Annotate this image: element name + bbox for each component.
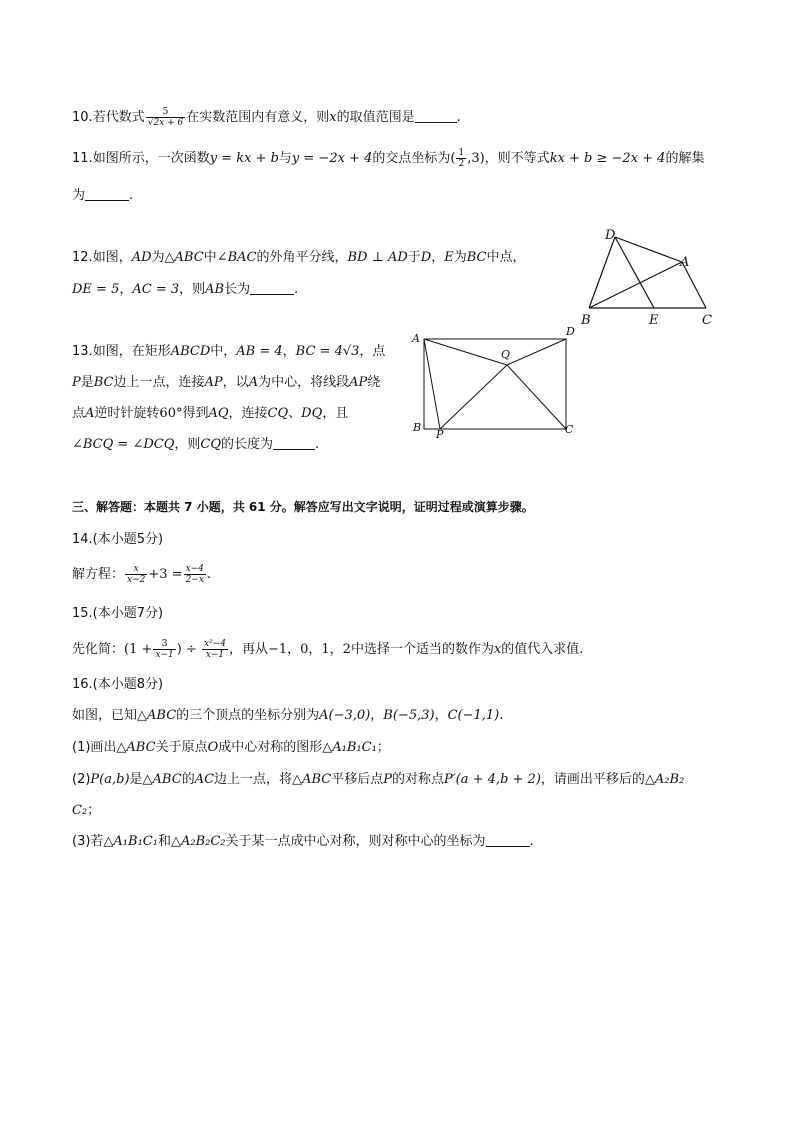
fraction: $\frac{x}{x-2}$ [127,564,146,585]
label-d: D [566,325,575,338]
question-16-part2-cont: C₂； [72,803,101,818]
label-c: C [702,313,712,328]
fraction: $\frac{\text{x²−4}}{x-1}$ [203,639,226,660]
question-14: 解方程： $\frac{x}{x-2}$ +3 = $\frac{x-4}{2-x}$ . [72,564,212,585]
question-14-head: 14.(本小题5分) [72,532,164,547]
fraction: $\frac{1}{2}$ [458,148,465,169]
segment-pq [440,365,507,429]
question-13-line4: ∠BCQ = ∠DCQ，则CQ的长度为 . [72,437,320,452]
question-13: 13.如图，在矩形ABCD中，AB = 4，BC = 4√3，点 [72,344,386,359]
segment-cq [507,365,566,429]
label-e: E [649,313,659,328]
question-11-cont: 为 . [72,188,134,203]
question-16-part2: (2)P(a,b)是△ABC的AC边上一点，将△ABC平移后点P的对称点P′(a + 4,b + 2)，请画出平移后的△A₂B₂ [72,772,685,787]
question-13-line2: P是BC边上一点，连接AP，以A为中心，将线段AP绕 [72,375,381,390]
answer-blank[interactable] [273,435,315,450]
segment-ap [424,339,440,429]
segment-aq [424,339,507,365]
answer-blank[interactable] [415,108,457,123]
question-13-line3: 点A逆时针旋转60°得到AQ，连接CQ、DQ，且 [72,406,349,421]
question-11: 11.如图所示，一次函数y = kx + b与y = −2x + 4的交点坐标为( $\frac{1}{2}$ ,3)，则不等式kx + b ≥ −2x + 4的解集 [72,148,705,169]
label-d: D [605,228,616,243]
segment-da [615,237,682,262]
label-b: B [413,421,422,434]
fraction: $\frac{5}{√2x + 6}$ [147,107,184,128]
answer-blank[interactable] [250,280,294,295]
question-16-part3: (3)若△A₁B₁C₁和△A₂B₂C₂关于某一点成中心对称，则对称中心的坐标为 . [72,834,534,849]
question-16-head: 16.(本小题8分) [72,677,164,692]
label-a: A [680,255,690,270]
label-a: A [412,332,420,345]
segment-dq [507,339,566,365]
triangle-figure [578,228,728,328]
question-10: 10.若代数式 $\frac{5}{√2x + 6}$ 在实数范围内有意义，则x的取值范围是 . [72,107,461,128]
section-title: 三、解答题：本题共 7 小题，共 61 分。解答应写出文字说明，证明过程或演算步骤。 [72,500,534,514]
rectangle-abcd [424,339,566,429]
question-16: 如图，已知△ABC的三个顶点的坐标分别为A(−3,0)，B(−5,3)，C(−1,1). [72,708,504,723]
label-q: Q [501,348,511,361]
question-12-cont: DE = 5，AC = 3，则AB长为 . [72,282,299,297]
rectangle-figure [405,325,585,440]
fraction: $\frac{x-4}{2-x}$ [185,564,204,585]
label-p: P [436,428,444,440]
question-16-part1: (1)画出△ABC关于原点O成中心对称的图形△A₁B₁C₁； [72,740,390,755]
question-15-head: 15.(本小题7分) [72,606,164,621]
segment-de [615,237,654,308]
answer-blank[interactable] [486,832,530,847]
label-b: B [581,313,591,328]
fraction: $\frac{3}{x-1}$ [155,639,174,660]
label-c: C [565,423,574,436]
answer-blank[interactable] [85,186,129,201]
question-12: 12.如图，AD为△ABC中∠BAC的外角平分线，BD ⊥ AD于D，E为BC中点， [72,250,526,265]
question-15: 先化简：(1 + $\frac{3}{x-1}$ ) ÷ $\frac{\text{x²−4}}{x-1}$ ，再从−1，0，1，2中选择一个适当的数作为x的值代入求值. [72,639,584,660]
